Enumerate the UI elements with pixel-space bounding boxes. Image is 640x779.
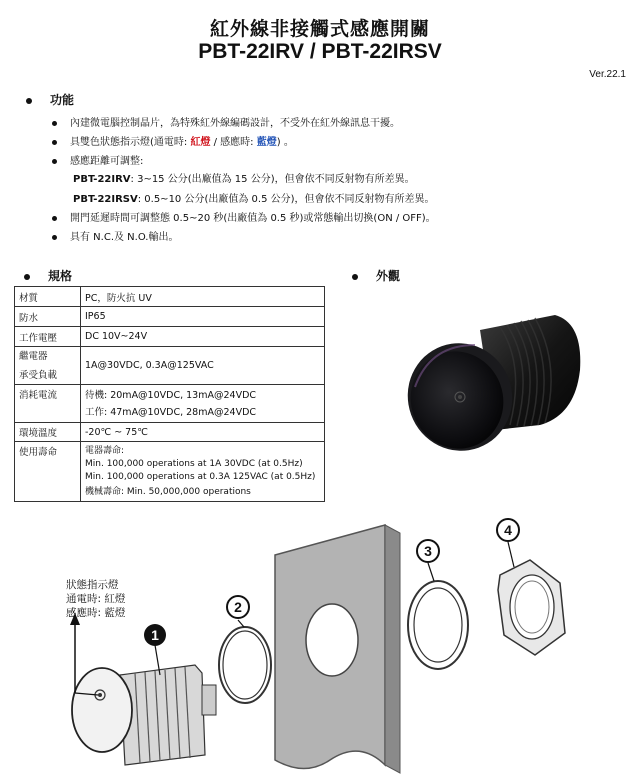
table-row: 使用壽命 電器壽命: Min. 100,000 operations at 1A 30VDC (at 0.5Hz) Min. 100,000 operations at 0.3A 125VAC (at 0.5Hz) 機械壽命: Min. 50,000,000 operations xyxy=(15,442,325,502)
table-row: 消耗電流 待機: 20mA@10VDC, 13mA@24VDC 工作: 47mA@10VDC, 28mA@24VDC xyxy=(15,385,325,423)
product-photo xyxy=(405,305,590,470)
o-ring-part xyxy=(219,627,271,703)
version-label: Ver.22.1 xyxy=(589,69,626,80)
table-row: 防水 IP65 xyxy=(15,307,325,327)
feature-item: 內建微電腦控制晶片，為特殊紅外線編碼設計，不受外在紅外線訊息干擾。 xyxy=(52,114,400,129)
feature-item: 具雙色狀態指示燈(通電時: 紅燈 / 感應時: 藍燈) 。 xyxy=(52,133,294,148)
status-power-label: 通電時: 紅燈 xyxy=(66,593,126,605)
features-heading: 功能 xyxy=(26,91,74,108)
svg-text:4: 4 xyxy=(504,522,512,538)
svg-text:1: 1 xyxy=(151,627,159,643)
assembly-diagram xyxy=(30,515,590,775)
svg-text:2: 2 xyxy=(234,599,242,615)
svg-text:3: 3 xyxy=(424,543,432,559)
feature-subitem: PBT-22IRV: 3~15 公分(出廠值為 15 公分)，但會依不同反射物有所差異。 xyxy=(73,174,415,185)
callout-3 xyxy=(417,540,439,562)
red-light-label: 紅燈 xyxy=(190,137,211,148)
appearance-heading: 外觀 xyxy=(352,267,400,284)
spec-heading: 規格 xyxy=(24,267,72,284)
bullet-dot xyxy=(26,98,32,104)
callout-4 xyxy=(497,519,519,541)
feature-item: 感應距離可調整: xyxy=(52,152,143,167)
table-row: 工作電壓 DC 10V~24V xyxy=(15,327,325,347)
status-sense-label: 感應時: 藍燈 xyxy=(66,607,126,619)
washer-part xyxy=(408,581,468,669)
table-row: 材質 PC，防火抗 UV xyxy=(15,287,325,307)
spec-table xyxy=(14,286,325,502)
table-row: 繼電器 承受負載 1A@30VDC, 0.3A@125VAC xyxy=(15,347,325,385)
document-title-chinese: 紅外線非接觸式感應開關 xyxy=(209,18,430,40)
blue-light-label: 藍燈 xyxy=(256,137,277,148)
callout-1 xyxy=(144,624,166,646)
feature-item: 具有 N.C.及 N.O.輸出。 xyxy=(52,228,178,243)
sensor-body-part xyxy=(72,665,216,765)
status-light-label: 狀態指示燈 xyxy=(66,579,119,591)
feature-item: 開門延遲時間可調整態 0.5~20 秒(出廠值為 0.5 秒)或常態輸出切換(ON / OFF)。 xyxy=(52,209,436,224)
callout-2 xyxy=(227,596,249,618)
document-title-model: PBT-22IRV / PBT-22IRSV xyxy=(198,40,442,63)
panel-hole xyxy=(306,604,358,676)
feature-subitem: PBT-22IRSV: 0.5~10 公分(出廠值為 0.5 公分)，但會依不同反射物有所差異。 xyxy=(73,194,435,205)
table-row: 環境溫度 -20℃ ~ 75℃ xyxy=(15,423,325,442)
